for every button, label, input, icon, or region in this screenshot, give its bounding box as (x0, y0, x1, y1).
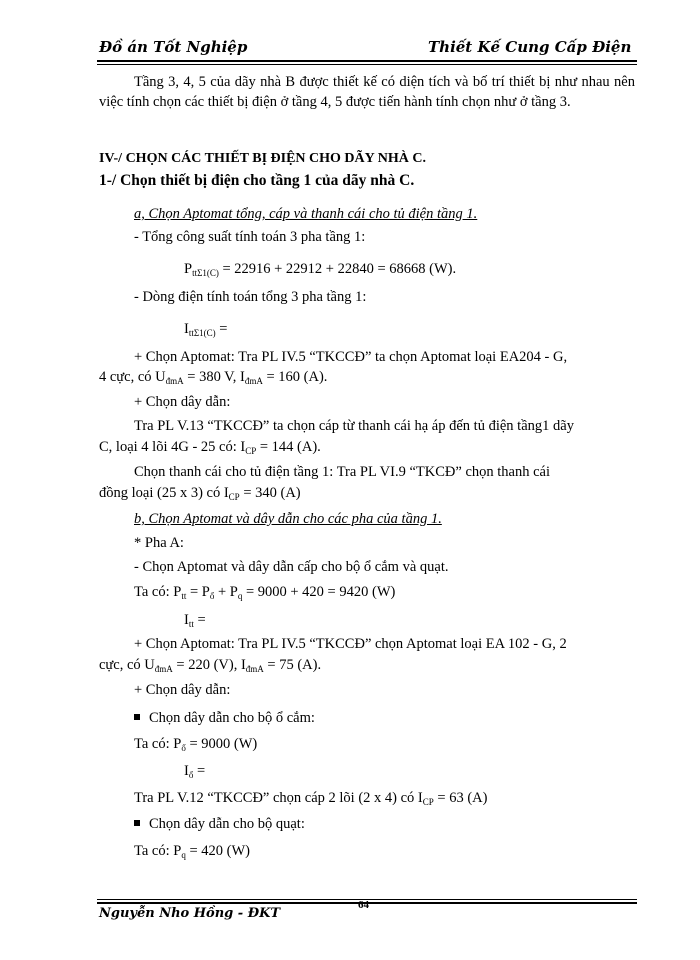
i-socket-formula: $I_ổ$ = (184, 763, 206, 780)
bullet-socket: Chọn dây dẫn cho bộ ổ cắm: (134, 709, 315, 727)
part-b-title: b, Chọn Aptomat và dây dẫn cho các pha của tầng 1. (134, 511, 442, 527)
total-power-label: - Tổng công suất tính toán 3 pha tầng 1: (134, 229, 366, 245)
phase-a-label: * Pha A: (134, 535, 184, 551)
subsection-heading: 1-/ Chọn thiết bị điện cho tầng 1 của dãy nhà C. (99, 172, 415, 189)
bullet-fan: Chọn dây dẫn cho bộ quạt: (134, 815, 305, 833)
intro-paragraph: Tầng 3, 4, 5 của dãy nhà B được thiết kế có diện tích và bố trí thiết bị như nhau nên việc tính chọn các thiết bị điện ở tầng 4, 5 được tiến hành tính chọn như ở tầng 3. (99, 74, 635, 110)
cable-choose-label-2: + Chọn dây dẫn: (134, 682, 231, 698)
total-current-label: - Dòng điện tính toán tổng 3 pha tầng 1: (134, 289, 367, 305)
bullet-square-icon (134, 820, 140, 826)
cable-main-line2: C, loại 4 lõi 4G - 25 có: $I_{CP} = 144$ (A). (99, 439, 321, 456)
aptomat-main-line1: + Chọn Aptomat: Tra PL IV.5 “TKCCĐ” ta chọn Aptomat loại EA204 - G, (134, 349, 568, 365)
cable-socket: Tra PL V.12 “TKCCĐ” chọn cáp 2 lõi (2 x 4) có $I_{CP} = 63$ (A) (134, 790, 488, 807)
bullet-square-icon (134, 714, 140, 720)
header-rule (97, 60, 637, 62)
total-power-formula: $P_{tt\Sigma 1(C)} = 22916 + 22912 + 22840 = 68668$ (W). (184, 261, 457, 278)
p-fan-formula: Ta có: $P_q = 420$ (W) (134, 843, 250, 860)
part-a-title: a, Chọn Aptomat tổng, cáp và thanh cái cho tủ điện tầng 1. (134, 206, 478, 222)
aptomat-phase-line1: + Chọn Aptomat: Tra PL IV.5 “TKCCĐ” chọn Aptomat loại EA 102 - G, 2 (134, 636, 567, 652)
aptomat-phase-line2: cực, có $U_{đmA} = 220$ (V), $I_{đmA} = 75$ (A). (99, 657, 322, 674)
p-socket-formula: Ta có: $P_ổ = 9000$ (W) (134, 736, 258, 753)
cable-main-line1: Tra PL V.13 “TKCCĐ” ta chọn cáp từ thanh cái hạ áp đến tủ điện tầng1 dãy (134, 418, 574, 434)
footer-author: Nguyễn Nho Hồng - ĐKT (99, 906, 281, 921)
section-heading: IV-/ CHỌN CÁC THIẾT BỊ ĐIỆN CHO DÃY NHÀ C. (99, 151, 426, 166)
total-current-formula: $I_{tt\Sigma 1(C)}$ = (184, 321, 228, 338)
itt-formula: $I_{tt}$ = (184, 612, 206, 629)
busbar-line1: Chọn thanh cái cho tủ điện tầng 1: Tra PL VI.9 “TKCĐ” chọn thanh cái (134, 464, 550, 480)
cable-choose-label: + Chọn dây dẫn: (134, 394, 231, 410)
ptt-formula: Ta có: $P_{tt} = P_ổ + P_q = 9000 + 420 = 9420$ (W) (134, 584, 396, 601)
page-number: 64 (358, 899, 369, 911)
header-right-title: Thiết Kế Cung Cấp Điện (428, 38, 632, 56)
busbar-line2: đồng loại (25 x 3) có $I_{CP} = 340$ (A) (99, 485, 301, 502)
phase-a-description: - Chọn Aptomat và dây dẫn cấp cho bộ ổ cắm và quạt. (134, 559, 449, 575)
aptomat-main-line2: 4 cực, có $U_{đmA} = 380$ V, $I_{đmA} = 160$ (A). (99, 369, 328, 386)
header-left-title: Đồ án Tốt Nghiệp (99, 38, 248, 56)
header-rule-thin (97, 64, 637, 65)
